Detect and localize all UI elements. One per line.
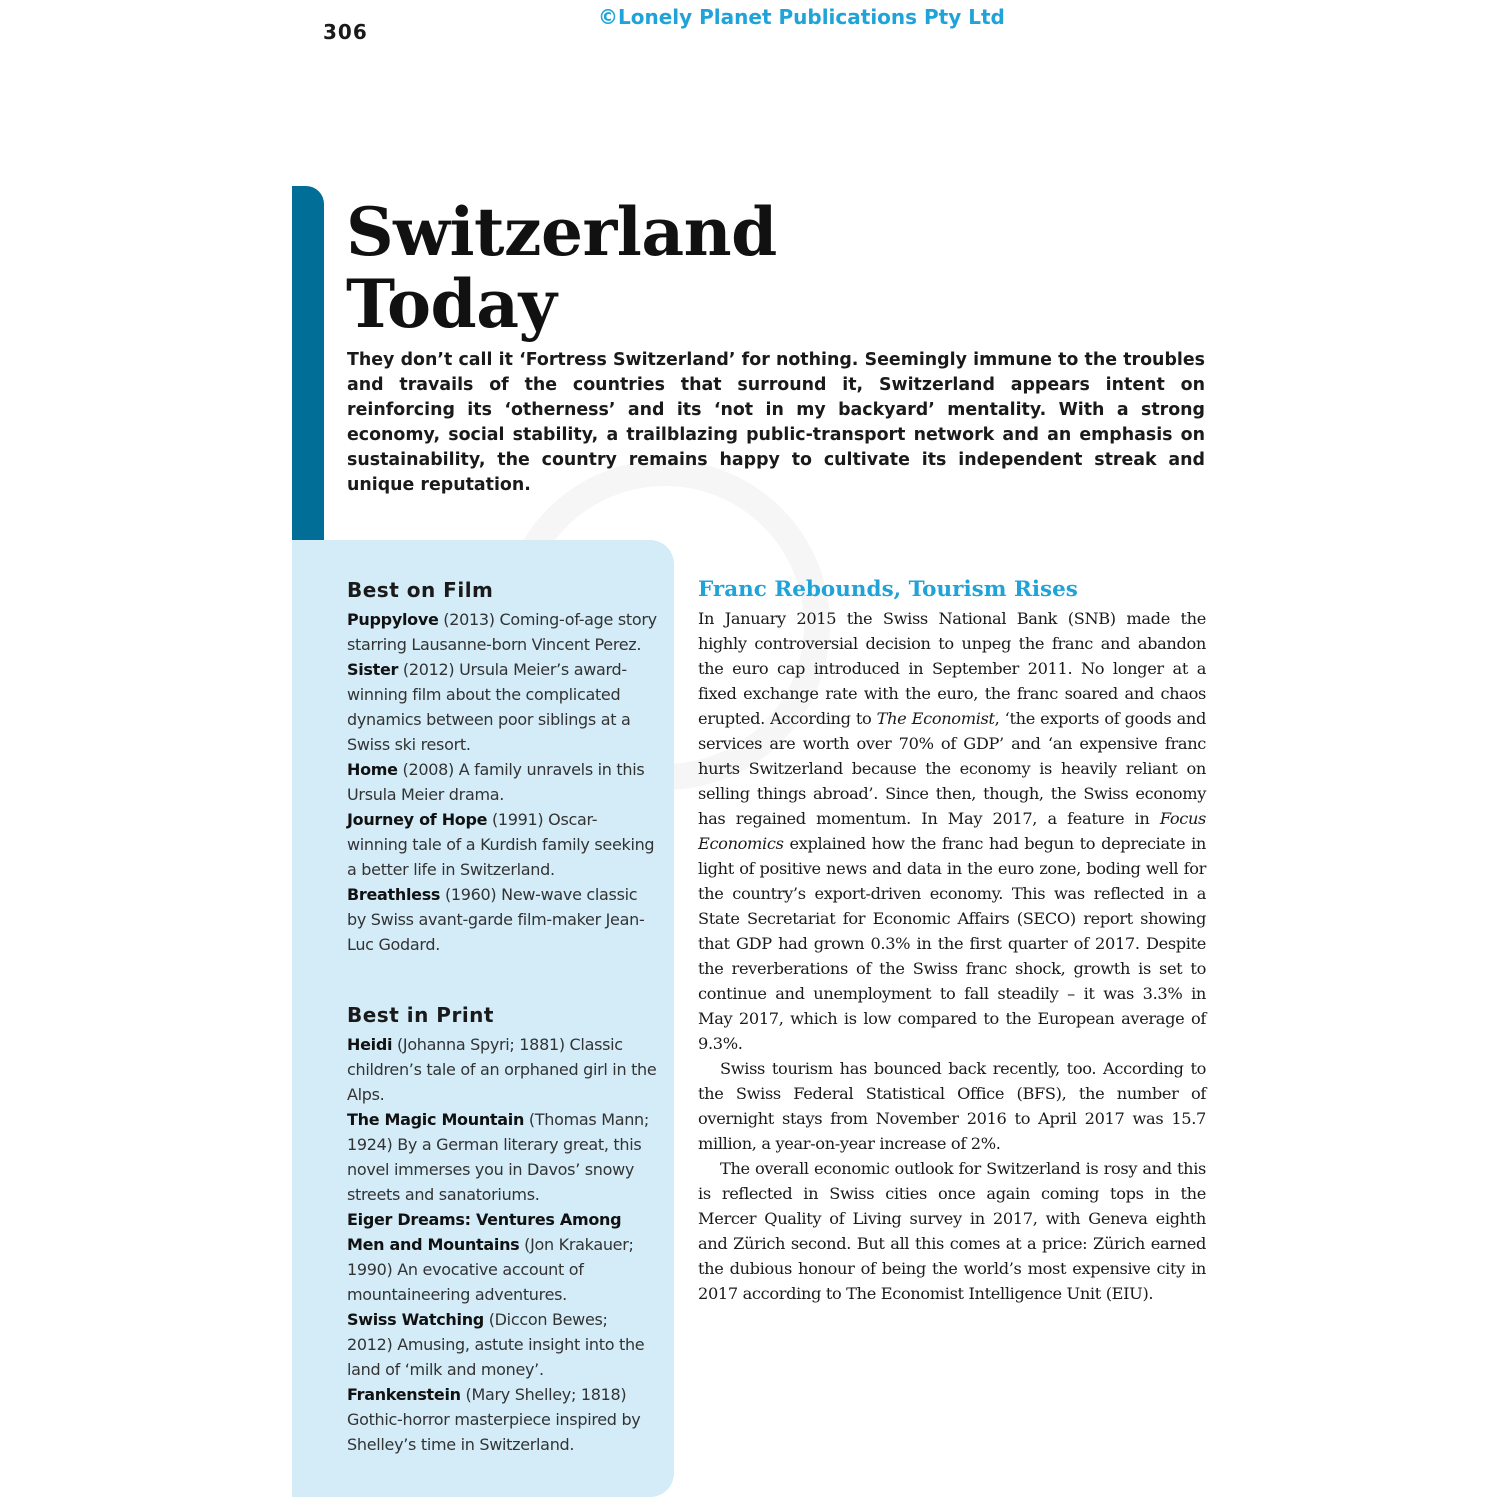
article-paragraph: The overall economic outlook for Switzerland is rosy and this is reflected in Swiss cities once again coming tops in the Mercer Quality of Living survey in 2017, with Geneva eighth and Zürich second. But all this comes at a price: Zürich earned the dubious honour of being the world’s most expensive city in 2017 according to The Economist Intelligence Unit (EIU). <box>698 1159 1206 1303</box>
book-description: (Jon Krakauer; 1990) An evocative account of mountaineering adventures. <box>347 1235 634 1304</box>
film-entry <box>347 657 657 757</box>
film-entry <box>347 882 657 957</box>
sidebar-box <box>292 540 674 1497</box>
film-title: Sister <box>347 660 399 679</box>
copyright-notice: ©Lonely Planet Publications Pty Ltd <box>598 5 1005 29</box>
article-text: explained how the franc had begun to depreciate in light of positive news and data in the euro zone, boding well for the country’s export-driven economy. This was reflected in a State Secretariat for Economic Affairs (SECO) report showing that GDP had grown 0.3% in the first quarter of 2017. Despite the reverberations of the Swiss franc shock, growth is set to continue and unemployment to fall steadily – it was 3.3% in May 2017, which is low compared to the European average of 9.3%. <box>698 834 1206 1053</box>
book-description: (Diccon Bewes; 2012) Amusing, astute insight into the land of ‘milk and money’. <box>347 1310 645 1379</box>
book-entry <box>347 1207 657 1307</box>
film-title: Puppylove <box>347 610 439 629</box>
best-on-film-section <box>347 575 657 957</box>
book-title: The Magic Mountain <box>347 1110 525 1129</box>
book-entry <box>347 1107 657 1207</box>
film-entry <box>347 807 657 882</box>
book-title: Heidi <box>347 1035 393 1054</box>
book-title: Eiger Dreams: Ventures Among Men and Mountains <box>347 1210 622 1254</box>
article-text: In January 2015 the Swiss National Bank (SNB) made the highly controversial decision to unpeg the franc and abandon the euro cap introduced in September 2011. No longer at a fixed exchange rate with the euro, the franc soared and chaos erupted. According to <box>698 609 1206 728</box>
book-entry <box>347 1382 657 1457</box>
publication-title: The Economist <box>876 709 995 728</box>
chapter-title-line-1: Switzerland <box>346 193 777 271</box>
film-description: (1991) Oscar-winning tale of a Kurdish family seeking a better life in Switzerland. <box>347 810 655 879</box>
book-title: Swiss Watching <box>347 1310 484 1329</box>
article-heading: Franc Rebounds, Tourism Rises <box>698 577 1078 602</box>
film-description: (2012) Ursula Meier’s award-winning film about the complicated dynamics between poor siblings at a Swiss ski resort. <box>347 660 631 754</box>
film-title: Breathless <box>347 885 441 904</box>
article-paragraph: Swiss tourism has bounced back recently, too. According to the Swiss Federal Statistical Office (BFS), the number of overnight stays from November 2016 to April 2017 was 15.7 million, a year-on-year increase of 2%. <box>698 1059 1206 1153</box>
chapter-title <box>346 193 777 343</box>
best-in-print-section <box>347 1000 657 1457</box>
page-number: 306 <box>323 20 368 44</box>
film-entry <box>347 757 657 807</box>
book-description: (Thomas Mann; 1924) By a German literary great, this novel immerses you in Davos’ snowy streets and sanatoriums. <box>347 1110 649 1204</box>
book-description: (Mary Shelley; 1818) Gothic-horror masterpiece inspired by Shelley’s time in Switzerland. <box>347 1385 641 1454</box>
book-entry <box>347 1307 657 1382</box>
chapter-intro: They don’t call it ‘Fortress Switzerland’ for nothing. Seemingly immune to the troubles and travails of the countries that surround it, Switzerland appears intent on reinforcing its ‘otherness’ and its ‘not in my backyard’ mentality. With a strong economy, social stability, a trailblazing public-transport network and an emphasis on sustainability, the country remains happy to cultivate its independent streak and unique reputation. <box>347 350 1205 495</box>
book-title: Frankenstein <box>347 1385 461 1404</box>
film-title: Home <box>347 760 398 779</box>
film-description: (2008) A family unravels in this Ursula Meier drama. <box>347 760 645 804</box>
film-entry <box>347 607 657 657</box>
best-on-film-heading: Best on Film <box>347 578 494 602</box>
film-description: (1960) New-wave classic by Swiss avant-garde film-maker Jean-Luc Godard. <box>347 885 645 954</box>
book-entry <box>347 1032 657 1107</box>
publication-title: Focus Economics <box>698 809 1206 853</box>
film-description: (2013) Coming-of-age story starring Lausanne-born Vincent Perez. <box>347 610 657 654</box>
article-paragraph <box>698 606 1206 1056</box>
article-body <box>698 606 1206 1306</box>
book-description: (Johanna Spyri; 1881) Classic children’s tale of an orphaned girl in the Alps. <box>347 1035 657 1104</box>
best-in-print-heading: Best in Print <box>347 1003 494 1027</box>
film-title: Journey of Hope <box>347 810 488 829</box>
chapter-accent-bar <box>292 186 324 580</box>
article-text: , ‘the exports of goods and services are worth over 70% of GDP’ and ‘an expensive franc hurts Switzerland because the economy is heavily reliant on selling things abroad’. Since then, though, the Swiss economy has regained momentum. In May 2017, a feature in <box>698 709 1206 828</box>
chapter-title-line-2: Today <box>346 265 557 343</box>
